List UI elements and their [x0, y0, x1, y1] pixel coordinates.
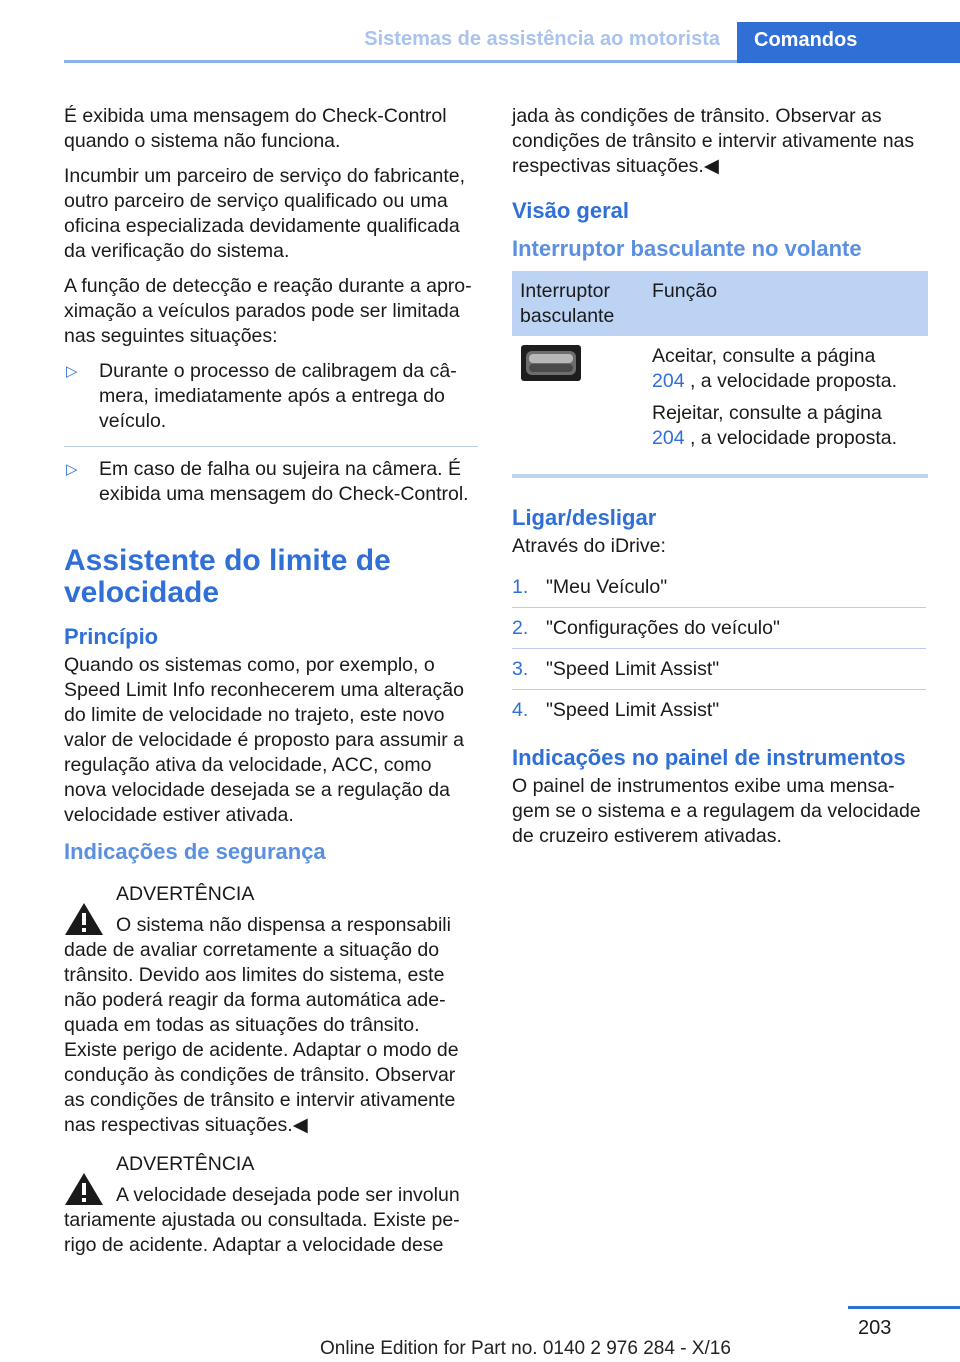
principle-heading: Princípio: [64, 624, 159, 649]
warning-block: [64, 882, 478, 1138]
left-column: [64, 104, 478, 1272]
warning-text: tariamente ajustada ou consultada. Existe perigo de acidente. Adaptar a velocidade dese: [64, 1209, 460, 1256]
warning-continuation: jada às condições de trânsito. Observar as condições de trânsito e intervir ativamente nas respectivas situações.◀: [512, 105, 915, 177]
step-text: "Configurações do veículo": [546, 617, 780, 639]
warning-title: ADVERTÊNCIA: [116, 1153, 255, 1175]
safety-heading: Indicações de segurança: [64, 839, 326, 864]
step-number: 3.: [512, 658, 529, 680]
switch-heading: Interruptor basculante no volante: [512, 236, 862, 261]
overview-heading: Visão geral: [512, 198, 629, 223]
table-header-function: Função: [652, 280, 718, 302]
section-title: Assistente do limite de velocidade: [64, 544, 391, 609]
header-section-title: Sistemas de assistência ao motorista: [364, 28, 720, 50]
page-link-reject[interactable]: 204: [652, 427, 685, 449]
warning-triangle-icon: [64, 1172, 104, 1206]
steps-list: [512, 575, 926, 730]
page-link-accept[interactable]: 204: [652, 370, 685, 392]
paragraph-limitations: A função de detecção e reação durante a aproximação a veículos parados pode ser limitada nas seguintes situações:: [64, 275, 472, 347]
switch-table: [512, 271, 928, 478]
step-number: 4.: [512, 699, 529, 721]
list-item-text: Em caso de falha ou sujeira na câmera. É exibida uma mensagem do Check-Control.: [99, 458, 469, 505]
warning-text-first-line: O sistema não dispensa a responsabili: [116, 914, 451, 936]
onoff-heading: Ligar/desligar: [512, 505, 657, 530]
reject-text: [652, 401, 897, 451]
accept-text: [652, 344, 897, 394]
right-column: [512, 104, 926, 859]
list-item-text: Durante o processo de calibragem da câmera, imediatamente após a entrega do veículo.: [99, 360, 457, 432]
step-text: "Meu Veículo": [546, 576, 668, 598]
edition-footer: Online Edition for Part no. 0140 2 976 284 - X/16: [320, 1338, 731, 1359]
accept-label: Aceitar, consulte a página: [652, 345, 876, 367]
accept-suffix: , a velocidade proposta.: [684, 370, 898, 392]
list-item: [512, 698, 926, 730]
reject-label: Rejeitar, consulte a página: [652, 402, 882, 424]
step-number: 1.: [512, 576, 529, 598]
paragraph-service: Incumbir um parceiro de serviço do fabricante, outro parceiro de serviço qualificado ou uma oficina especializada devidamente qualificada da verificação do sistema.: [64, 165, 466, 262]
step-text: "Speed Limit Assist": [546, 699, 720, 721]
list-item: [512, 616, 926, 649]
onoff-intro: Através do iDrive:: [512, 535, 666, 557]
list-item: [64, 457, 478, 519]
warning-text-first-line: A velocidade desejada pode ser involun: [116, 1184, 460, 1206]
limitations-list: [64, 359, 478, 519]
step-text: "Speed Limit Assist": [546, 658, 720, 680]
reject-suffix: , a velocidade proposta.: [684, 427, 898, 449]
paragraph-check-control: É exibida uma mensagem do Check-Control quando o sistema não funciona.: [64, 105, 447, 152]
warning-text: dade de avaliar corretamente a situação do trânsito. Devido aos limites do sistema, este não poderá reagir da forma automática adequada em todas as situações do trânsito. Existe perigo de acidente. Adaptar o modo de condução às condições de trânsito. Observar as condições de trânsito e intervir ativamente nas respectivas situações.◀: [64, 939, 459, 1136]
cluster-text: O painel de instrumentos exibe uma mensagem se o sistema e a regulagem da velocidade de cruzeiro estiverem ativadas.: [512, 775, 921, 847]
table-header-row: [512, 271, 928, 336]
principle-text: Quando os sistemas como, por exemplo, o Speed Limit Info reconhecerem uma alteração do limite de velocidade no trajeto, este novo valor de velocidade é proposto para assumir a regulação ativa da velocidade, ACC, como nova velocidade desejada se a regulação da velocidade estiver ativada.: [64, 654, 464, 826]
warning-triangle-icon: [64, 902, 104, 936]
header-chapter-tab[interactable]: Comandos: [737, 22, 960, 63]
cluster-heading: Indicações no painel de instrumentos: [512, 745, 906, 770]
table-header-switch: Interruptor basculante: [520, 280, 615, 327]
table-row: [512, 336, 928, 474]
triangle-bullet-icon: ▷: [66, 363, 78, 380]
list-item: [512, 657, 926, 690]
table-cell-function: [652, 344, 897, 458]
page-number: 203: [858, 1317, 892, 1339]
list-item: [512, 575, 926, 608]
warning-title: ADVERTÊNCIA: [116, 883, 255, 905]
step-number: 2.: [512, 617, 529, 639]
list-item: [64, 359, 478, 447]
warning-block: [64, 1152, 478, 1258]
rocker-switch-icon: [520, 344, 582, 382]
footer-rule: [848, 1306, 960, 1309]
triangle-bullet-icon: ▷: [66, 461, 78, 478]
table-cell-icon: [520, 344, 652, 458]
